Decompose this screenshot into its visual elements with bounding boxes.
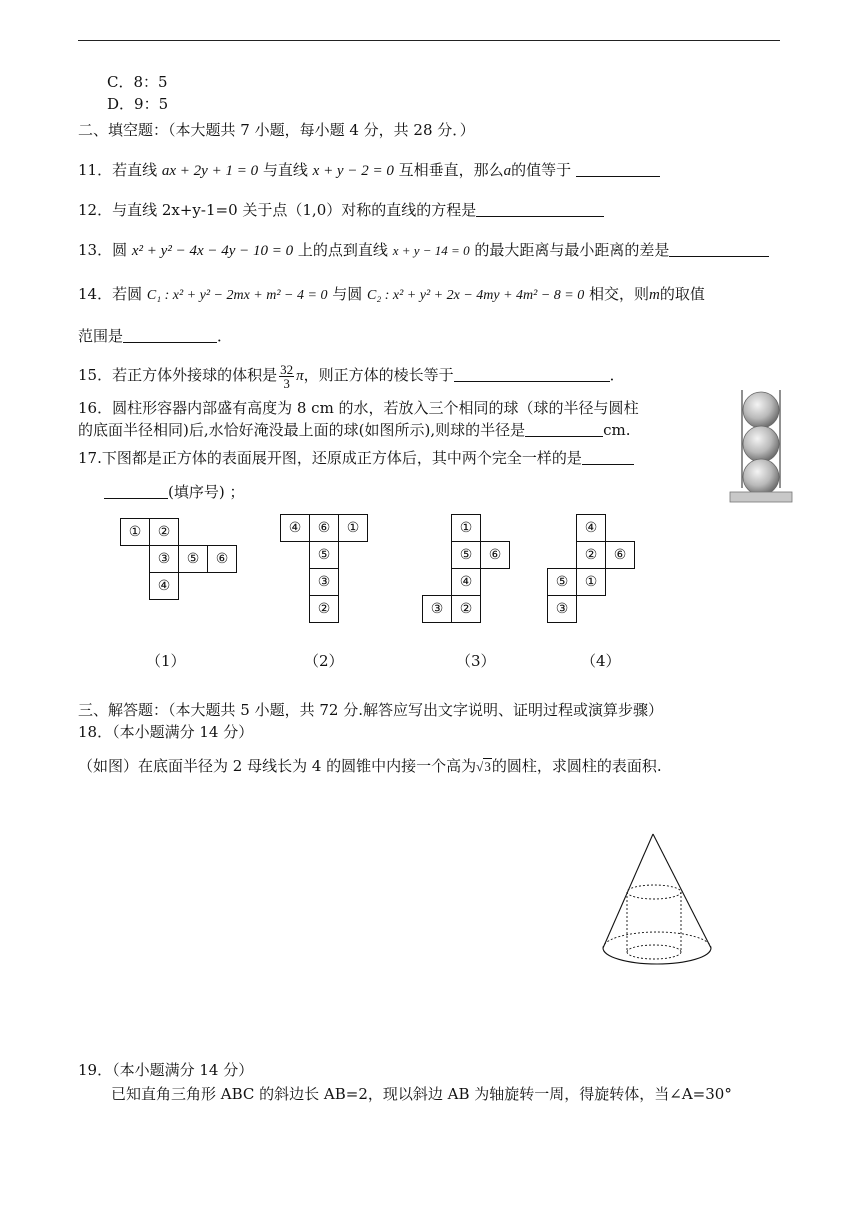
option-c: C．8：5 xyxy=(107,73,168,91)
answer-blank[interactable] xyxy=(669,242,769,257)
question-14: 14．若圆 C₁ : x² + y² − 2mx + m² − 4 = 0 与圆 C₂ : x² + y² + 2x − 4my + 4m² − 8 = 0 相交，则m的取值 xyxy=(78,285,705,303)
answer-blank[interactable] xyxy=(525,422,603,437)
net-cell: ① xyxy=(338,514,368,542)
net-cell: ⑥ xyxy=(480,541,510,569)
net-cell: ⑤ xyxy=(178,545,208,573)
equation: C₁ : x² + y² − 2mx + m² − 4 = 0 xyxy=(146,288,328,303)
net-cell: ⑤ xyxy=(547,568,577,596)
question-16-line-1: 16．圆柱形容器内部盛有高度为 8 cm 的水，若放入三个相同的球（球的半径与圆柱 xyxy=(78,399,639,417)
section-2-title: 二、填空题：（本大题共 7 小题，每小题 4 分，共 28 分．） xyxy=(78,121,475,139)
net-cell: ① xyxy=(451,514,481,542)
question-14-cont: 范围是 ． xyxy=(78,327,233,345)
net-cell: ③ xyxy=(309,568,339,596)
header-rule xyxy=(78,40,780,41)
ball xyxy=(743,426,779,462)
question-13: 13．圆 x² + y² − 4x − 4y − 10 = 0 上的点到直线 x + y − 14 = 0 的最大距离与最小距离的差是 xyxy=(78,240,769,261)
net-caption: （3） xyxy=(456,652,496,670)
answer-blank[interactable] xyxy=(123,328,217,343)
net-cell: ② xyxy=(451,595,481,623)
net-cell: ⑥ xyxy=(309,514,339,542)
net-cell: ② xyxy=(576,541,606,569)
answer-blank[interactable] xyxy=(582,450,634,465)
net-cell: ⑥ xyxy=(207,545,237,573)
fraction: $\frac{32}{3}$ xyxy=(280,361,294,391)
cylinder-balls-figure xyxy=(728,388,794,506)
net-caption: （4） xyxy=(581,652,621,670)
net-cell: ⑤ xyxy=(309,541,339,569)
equation: x² + y² − 4x − 4y − 10 = 0 xyxy=(131,243,294,259)
net-cell: ④ xyxy=(576,514,606,542)
base xyxy=(730,492,792,502)
net-cell: ② xyxy=(149,518,179,546)
net-cell: ⑤ xyxy=(451,541,481,569)
equation: x + y − 14 = 0 xyxy=(392,243,470,258)
net-cell: ③ xyxy=(422,595,452,623)
equation: x + y − 2 = 0 xyxy=(312,163,394,179)
cone-cylinder-figure xyxy=(596,828,722,976)
ball xyxy=(743,459,779,495)
question-11: 11．若直线 ax + 2y + 1 = 0 与直线 x + y − 2 = 0 互相垂直，那么a的值等于 xyxy=(78,160,660,181)
net-cell: ① xyxy=(120,518,150,546)
equation: ax + 2y + 1 = 0 xyxy=(161,163,259,179)
answer-blank[interactable] xyxy=(454,367,610,382)
question-15: 15．若正方体外接球的体积是 $\frac{32}{3}$ π，则正方体的棱长等于 ． xyxy=(78,361,625,391)
answer-blank[interactable] xyxy=(576,162,660,177)
question-18-text: （如图）在底面半径为 2 母线长为 4 的圆锥中内接一个高为√3的圆柱，求圆柱的表面积. xyxy=(78,757,662,775)
question-19-text: 已知直角三角形 ABC 的斜边长 AB=2，现以斜边 AB 为轴旋转一周，得旋转体，当∠A=30° xyxy=(111,1085,732,1103)
net-cell: ③ xyxy=(149,545,179,573)
net-cell: ③ xyxy=(547,595,577,623)
question-19-header: 19．（本小题满分 14 分） xyxy=(78,1061,254,1079)
sqrt: √3 xyxy=(476,759,491,774)
section-3-title: 三、解答题：（本大题共 5 小题，共 72 分.解答应写出文字说明、证明过程或演算步骤） xyxy=(78,701,663,719)
question-17-line-2: (填序号) ； xyxy=(104,482,244,502)
net-cell: ④ xyxy=(149,572,179,600)
net-cell: ④ xyxy=(280,514,310,542)
ball xyxy=(743,392,779,428)
question-12: 12．与直线 2x+y-1=0 关于点（1,0）对称的直线的方程是 xyxy=(78,200,604,220)
question-17-line-1: 17.下图都是正方体的表面展开图，还原成正方体后，其中两个完全一样的是 xyxy=(78,448,634,468)
question-16-line-2: 的底面半径相同)后,水恰好淹没最上面的球(如图所示),则球的半径是 cm. xyxy=(78,421,631,439)
net-cell: ④ xyxy=(451,568,481,596)
net-cell: ① xyxy=(576,568,606,596)
answer-blank[interactable] xyxy=(104,484,168,499)
net-cell: ② xyxy=(309,595,339,623)
question-18-header: 18．（本小题满分 14 分） xyxy=(78,723,254,741)
equation: C₂ : x² + y² + 2x − 4my + 4m² − 8 = 0 xyxy=(367,288,585,303)
answer-blank[interactable] xyxy=(476,202,604,217)
net-caption: （1） xyxy=(146,652,186,670)
net-caption: （2） xyxy=(304,652,344,670)
net-cell: ⑥ xyxy=(605,541,635,569)
option-d: D．9：5 xyxy=(107,95,169,113)
